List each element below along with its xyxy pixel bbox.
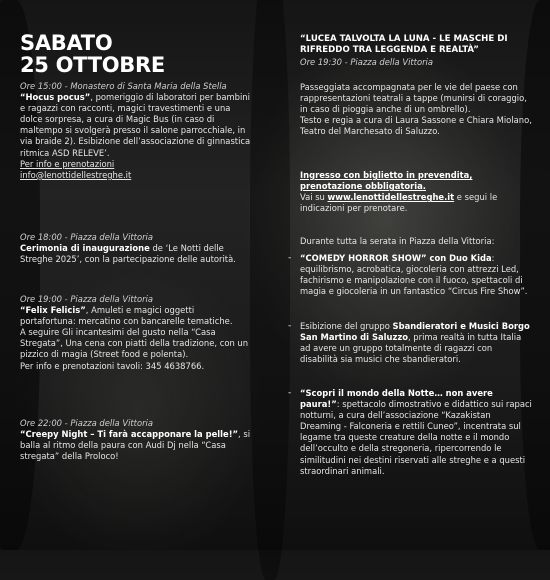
event-title: “COMEDY HORROR SHOW” con Duo Kida [300, 253, 492, 263]
ticket-note: Ingresso con biglietto in prevendita, prenotazione obbligatoria. [300, 170, 473, 192]
event-felix-felicis [20, 294, 252, 372]
event-title: “Scopri il mondo della Notte… non avere paura!” [300, 388, 493, 410]
page-title [20, 32, 220, 76]
section-title: “LUCEA TALVOLTA LA LUNA - LE MASCHE DI RIFREDDO TRA LEGGENDA E REALTÀ” [300, 34, 508, 55]
event-lucea-description [300, 82, 532, 137]
event-text: , Amuleti e magici oggetti portafortuna: mercatino con bancarelle tematiche. [20, 305, 233, 327]
visit-pre: Vai su [300, 192, 328, 203]
event-time: Ore 19:00 - Piazza della Vittoria [20, 294, 153, 304]
event-title: “Felix Felicis” [20, 305, 86, 316]
event-text: , prima realtà in tutta Italia ad avere un gruppo totalmente di ragazzi con disabilità sia musici che sbandieratori. [300, 332, 522, 365]
comedy-horror-show [300, 253, 532, 297]
event-time: Ore 19:30 - Piazza della Vittoria [300, 57, 433, 67]
date-label: 25 OTTOBRE [20, 53, 165, 77]
event-text: , pomeriggio di laboratori per bambini e ragazzi con racconti, magici travestimenti e una dolce sorpresa, a cura di Magic Bus (in caso di maltempo si svolgerà presso il salone parrocchiale, in via braide 2). Esibizione dell’associazione di ginnastica ritmica ASD RELEVE’. [20, 92, 251, 158]
ticket-info [300, 170, 532, 214]
event-text: : spettacolo dimostrativo e didattico sui rapaci notturni, a cura dell’associazione “Kazakistan Dreaming - Falconeria e rettili Cuneo”, incentrata sul legame tra queste creature della notte e il mondo dell’occulto e della stregoneria, ripercorrendo le similitudini nei destini riservati alle streghe e a questi straordinari animali. [300, 399, 532, 476]
event-time: Ore 15:00 - Monastero di Santa Maria della Stella [20, 81, 227, 91]
event-inaugurazione [20, 232, 252, 265]
rapaci-notturni [300, 388, 532, 477]
website-link[interactable]: www.lenottidellestreghe.it [327, 192, 455, 203]
background-tree [250, 0, 290, 580]
during-evening [300, 236, 532, 247]
event-info: Per info e prenotazioni tavoli: 345 4638766. [20, 360, 205, 371]
event-text: , si balla al ritmo della paura con Audi Dj nella “Casa stregata” della Proloco! [20, 429, 251, 462]
event-time: Ore 22:00 - Piazza della Vittoria [20, 418, 153, 428]
visit-post: e segui le indicazioni per prenotare. [300, 192, 498, 214]
event-title: “Creepy Night – Ti farà accapponare la pelle!” [20, 429, 239, 440]
event-title: “Hocus pocus” [20, 92, 91, 103]
event-text: de ‘Le Notti delle Streghe 2025’, con la partecipazione delle autorità. [20, 243, 236, 265]
event-hocus-pocus [20, 81, 252, 181]
event-title: Sbandieratori e Musici Borgo San Martino di Saluzzo [300, 321, 530, 343]
event-text-2: A seguire Gli incantesimi del gusto nella “Casa Stregata”, Una cena con piatti della tradizione, con un pizzico di magia (Street food e polenta). [20, 327, 249, 360]
event-credits: Testo e regia a cura di Laura Sassone e Chiara Miolano, Teatro del Marchesato di Saluzzo. [300, 115, 532, 137]
during-label: Durante tutta la serata in Piazza della Vittoria: [300, 236, 495, 246]
event-lucea-time [300, 57, 532, 68]
event-time: Ore 18:00 - Piazza della Vittoria [20, 232, 153, 242]
event-creepy-night [20, 418, 252, 462]
event-title: Cerimonia di inaugurazione [20, 243, 150, 254]
sbandieratori [300, 321, 532, 365]
email-link[interactable]: info@lenottidellestreghe.it [20, 169, 132, 180]
day-label: SABATO [20, 31, 113, 55]
bullet-marker: - [288, 388, 292, 398]
bullet-marker: - [288, 321, 292, 331]
event-text: Passeggiata accompagnata per le vie del paese con rappresentazioni teatrali a tappe (munirsi di coraggio, in caso di pioggia anche di un ombrello). [300, 82, 527, 115]
event-text: : equilibrismo, acrobatica, giocoleria con attrezzi Led, fachirismo e manipolazione con il fuoco, spettacoli di magia e giocoleria in un fantastico “Circus Fire Show”. [300, 253, 528, 297]
bullet-marker: - [288, 253, 292, 263]
event-pre: Esibizione del gruppo [300, 321, 393, 331]
info-label: Per info e prenotazioni [20, 158, 115, 169]
